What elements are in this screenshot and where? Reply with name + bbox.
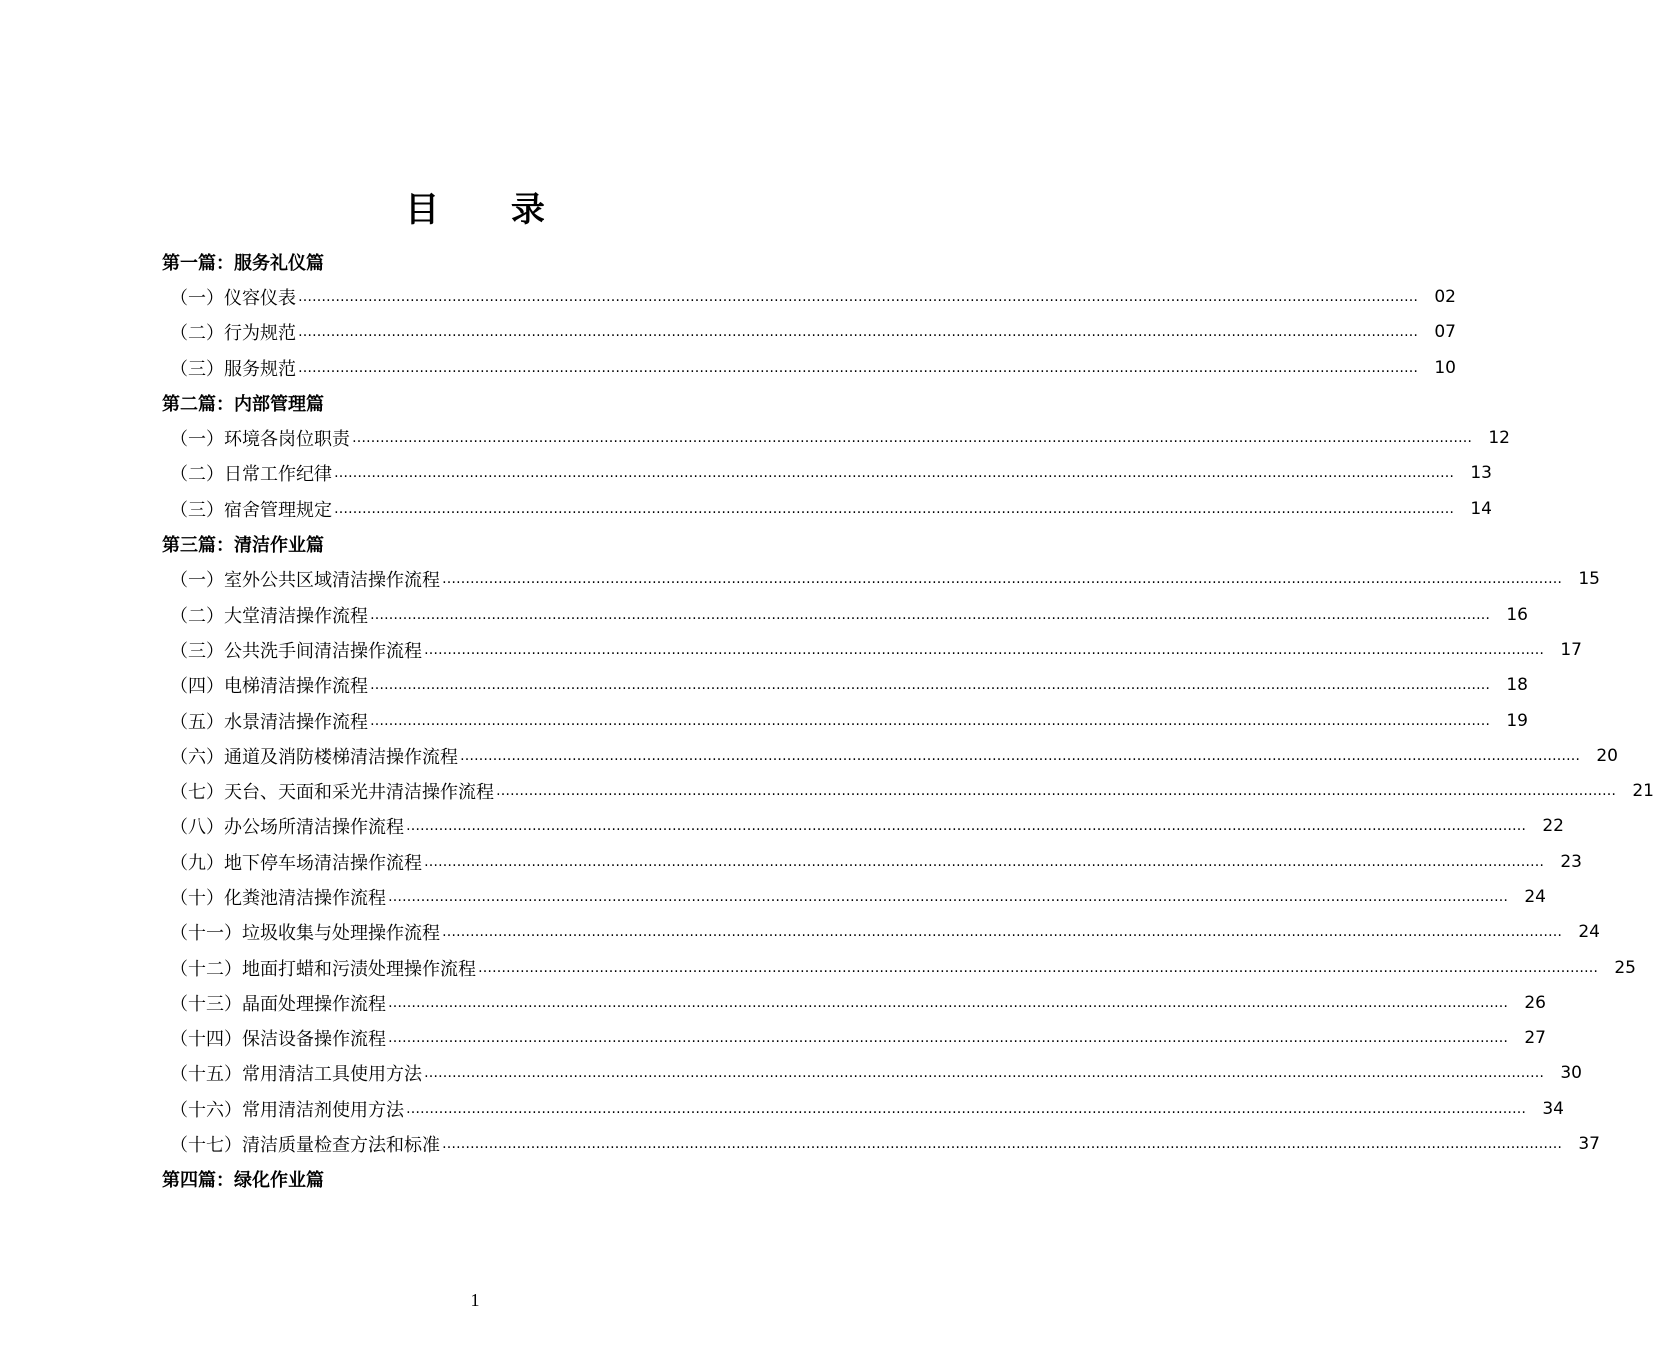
toc-entry[interactable] bbox=[162, 491, 1492, 526]
dot-leader: …………………………………………………………………………………………………………………………………………………………………………………………………………………… bbox=[298, 359, 1418, 376]
toc-entry[interactable] bbox=[162, 562, 1600, 597]
dot-leader: …………………………………………………………………………………………………………………………………………………………………………………………………………………… bbox=[370, 712, 1490, 729]
dot-leader: …………………………………………………………………………………………………………………………………………………………………………………………………………………… bbox=[298, 288, 1418, 305]
dot-leader: …………………………………………………………………………………………………………………………………………………………………………………………………………………… bbox=[388, 994, 1508, 1011]
dot-leader: …………………………………………………………………………………………………………………………………………………………………………………………………………………… bbox=[388, 888, 1508, 905]
toc-entry[interactable] bbox=[162, 456, 1492, 491]
toc-entry-page: 34 bbox=[1542, 1098, 1564, 1119]
toc-entry[interactable] bbox=[162, 844, 1582, 879]
toc-entry[interactable] bbox=[162, 703, 1528, 738]
toc-entry-page: 07 bbox=[1434, 322, 1456, 343]
toc-entry-label: （一）室外公共区域清洁操作流程 bbox=[170, 570, 440, 592]
toc-entry-label: （十一）垃圾收集与处理操作流程 bbox=[170, 923, 440, 945]
toc-entry-page: 20 bbox=[1596, 745, 1618, 766]
dot-leader: …………………………………………………………………………………………………………………………………………………………………………………………………………………… bbox=[424, 853, 1544, 870]
toc-entry-label: （三）服务规范 bbox=[170, 358, 296, 380]
toc-entry-label: （三）宿舍管理规定 bbox=[170, 499, 332, 521]
dot-leader: …………………………………………………………………………………………………………………………………………………………………………………………………………………… bbox=[406, 1100, 1526, 1117]
toc-entry-label: （十）化粪池清洁操作流程 bbox=[170, 887, 386, 909]
toc-entry[interactable] bbox=[162, 773, 1654, 808]
toc-entry[interactable] bbox=[162, 420, 1510, 455]
page-number: 1 bbox=[470, 1290, 480, 1310]
toc-entry-label: （八）办公场所清洁操作流程 bbox=[170, 817, 404, 839]
toc-entry-page: 16 bbox=[1506, 604, 1528, 625]
toc-entry-page: 12 bbox=[1488, 428, 1510, 449]
toc-entry-page: 17 bbox=[1560, 639, 1582, 660]
toc-entry-page: 21 bbox=[1632, 781, 1654, 802]
toc-entry-page: 24 bbox=[1524, 886, 1546, 907]
dot-leader: …………………………………………………………………………………………………………………………………………………………………………………………………………………… bbox=[406, 818, 1526, 835]
toc-entry-label: （一）环境各岗位职责 bbox=[170, 429, 350, 451]
toc-entry-label: （十六）常用清洁剂使用方法 bbox=[170, 1099, 404, 1121]
toc-entry-page: 19 bbox=[1506, 710, 1528, 731]
toc-entry-label: （一）仪容仪表 bbox=[170, 287, 296, 309]
toc-entry-label: （七）天台、天面和采光井清洁操作流程 bbox=[170, 782, 494, 804]
dot-leader: …………………………………………………………………………………………………………………………………………………………………………………………………………………… bbox=[334, 500, 1454, 517]
toc-entry-page: 23 bbox=[1560, 851, 1582, 872]
toc-section-heading bbox=[162, 385, 784, 420]
toc-section-title: 第二篇：内部管理篇 bbox=[162, 393, 324, 415]
toc-entry[interactable] bbox=[162, 668, 1528, 703]
toc-entry-page: 14 bbox=[1470, 498, 1492, 519]
toc-entry-label: （二）行为规范 bbox=[170, 323, 296, 345]
toc-entry[interactable] bbox=[162, 950, 1636, 985]
dot-leader: …………………………………………………………………………………………………………………………………………………………………………………………………………………… bbox=[370, 606, 1490, 623]
toc-entry-label: （三）公共洗手间清洁操作流程 bbox=[170, 640, 422, 662]
toc-section-title: 第一篇：服务礼仪篇 bbox=[162, 252, 324, 274]
toc-entry[interactable] bbox=[162, 879, 1546, 914]
toc-section-title: 第三篇：清洁作业篇 bbox=[162, 535, 324, 557]
toc-entry-page: 10 bbox=[1434, 357, 1456, 378]
toc-entry-label: （十五）常用清洁工具使用方法 bbox=[170, 1064, 422, 1086]
toc-entry[interactable] bbox=[162, 1091, 1564, 1126]
toc-entry-label: （四）电梯清洁操作流程 bbox=[170, 676, 368, 698]
toc-entry-page: 22 bbox=[1542, 816, 1564, 837]
table-of-contents bbox=[162, 244, 1654, 1197]
toc-section-heading bbox=[162, 244, 784, 279]
toc-entry-label: （十三）晶面处理操作流程 bbox=[170, 993, 386, 1015]
dot-leader: …………………………………………………………………………………………………………………………………………………………………………………………………………………… bbox=[388, 1030, 1508, 1047]
toc-entry-label: （十二）地面打蜡和污渍处理操作流程 bbox=[170, 958, 476, 980]
toc-section-heading bbox=[162, 526, 784, 561]
dot-leader: …………………………………………………………………………………………………………………………………………………………………………………………………………………… bbox=[460, 747, 1580, 764]
toc-section-heading bbox=[162, 1162, 784, 1197]
toc-entry-page: 24 bbox=[1578, 922, 1600, 943]
toc-entry-page: 02 bbox=[1434, 286, 1456, 307]
toc-entry[interactable] bbox=[162, 315, 1456, 350]
toc-entry[interactable] bbox=[162, 597, 1528, 632]
toc-entry[interactable] bbox=[162, 915, 1600, 950]
dot-leader: …………………………………………………………………………………………………………………………………………………………………………………………………………………… bbox=[370, 677, 1490, 694]
dot-leader: …………………………………………………………………………………………………………………………………………………………………………………………………………………… bbox=[496, 783, 1616, 800]
toc-entry[interactable] bbox=[162, 1056, 1582, 1091]
dot-leader: …………………………………………………………………………………………………………………………………………………………………………………………………………………… bbox=[442, 924, 1562, 941]
dot-leader: …………………………………………………………………………………………………………………………………………………………………………………………………………………… bbox=[334, 465, 1454, 482]
dot-leader: …………………………………………………………………………………………………………………………………………………………………………………………………………………… bbox=[442, 571, 1562, 588]
toc-entry-label: （十四）保洁设备操作流程 bbox=[170, 1029, 386, 1051]
dot-leader: …………………………………………………………………………………………………………………………………………………………………………………………………………………… bbox=[298, 324, 1418, 341]
toc-entry-label: （六）通道及消防楼梯清洁操作流程 bbox=[170, 746, 458, 768]
toc-entry[interactable] bbox=[162, 632, 1582, 667]
dot-leader: …………………………………………………………………………………………………………………………………………………………………………………………………………………… bbox=[352, 430, 1472, 447]
toc-entry-label: （十七）清洁质量检查方法和标准 bbox=[170, 1135, 440, 1157]
toc-entry-page: 15 bbox=[1578, 569, 1600, 590]
toc-entry[interactable] bbox=[162, 279, 1456, 314]
dot-leader: …………………………………………………………………………………………………………………………………………………………………………………………………………………… bbox=[478, 959, 1598, 976]
toc-entry-page: 18 bbox=[1506, 675, 1528, 696]
toc-entry-label: （五）水景清洁操作流程 bbox=[170, 711, 368, 733]
toc-entry-page: 30 bbox=[1560, 1063, 1582, 1084]
toc-entry-label: （九）地下停车场清洁操作流程 bbox=[170, 852, 422, 874]
page-title: 目 录 bbox=[405, 190, 575, 230]
toc-entry[interactable] bbox=[162, 809, 1564, 844]
toc-section-title: 第四篇：绿化作业篇 bbox=[162, 1170, 324, 1192]
toc-entry[interactable] bbox=[162, 1021, 1546, 1056]
toc-entry[interactable] bbox=[162, 985, 1546, 1020]
toc-entry-label: （二）大堂清洁操作流程 bbox=[170, 605, 368, 627]
toc-entry-label: （二）日常工作纪律 bbox=[170, 464, 332, 486]
toc-entry-page: 26 bbox=[1524, 992, 1546, 1013]
dot-leader: …………………………………………………………………………………………………………………………………………………………………………………………………………………… bbox=[424, 641, 1544, 658]
toc-entry[interactable] bbox=[162, 738, 1618, 773]
toc-entry-page: 37 bbox=[1578, 1134, 1600, 1155]
dot-leader: …………………………………………………………………………………………………………………………………………………………………………………………………………………… bbox=[424, 1065, 1544, 1082]
toc-entry-page: 13 bbox=[1470, 463, 1492, 484]
toc-entry[interactable] bbox=[162, 350, 1456, 385]
toc-entry-page: 25 bbox=[1614, 957, 1636, 978]
dot-leader: …………………………………………………………………………………………………………………………………………………………………………………………………………………… bbox=[442, 1136, 1562, 1153]
toc-entry[interactable] bbox=[162, 1126, 1600, 1161]
toc-entry-page: 27 bbox=[1524, 1028, 1546, 1049]
